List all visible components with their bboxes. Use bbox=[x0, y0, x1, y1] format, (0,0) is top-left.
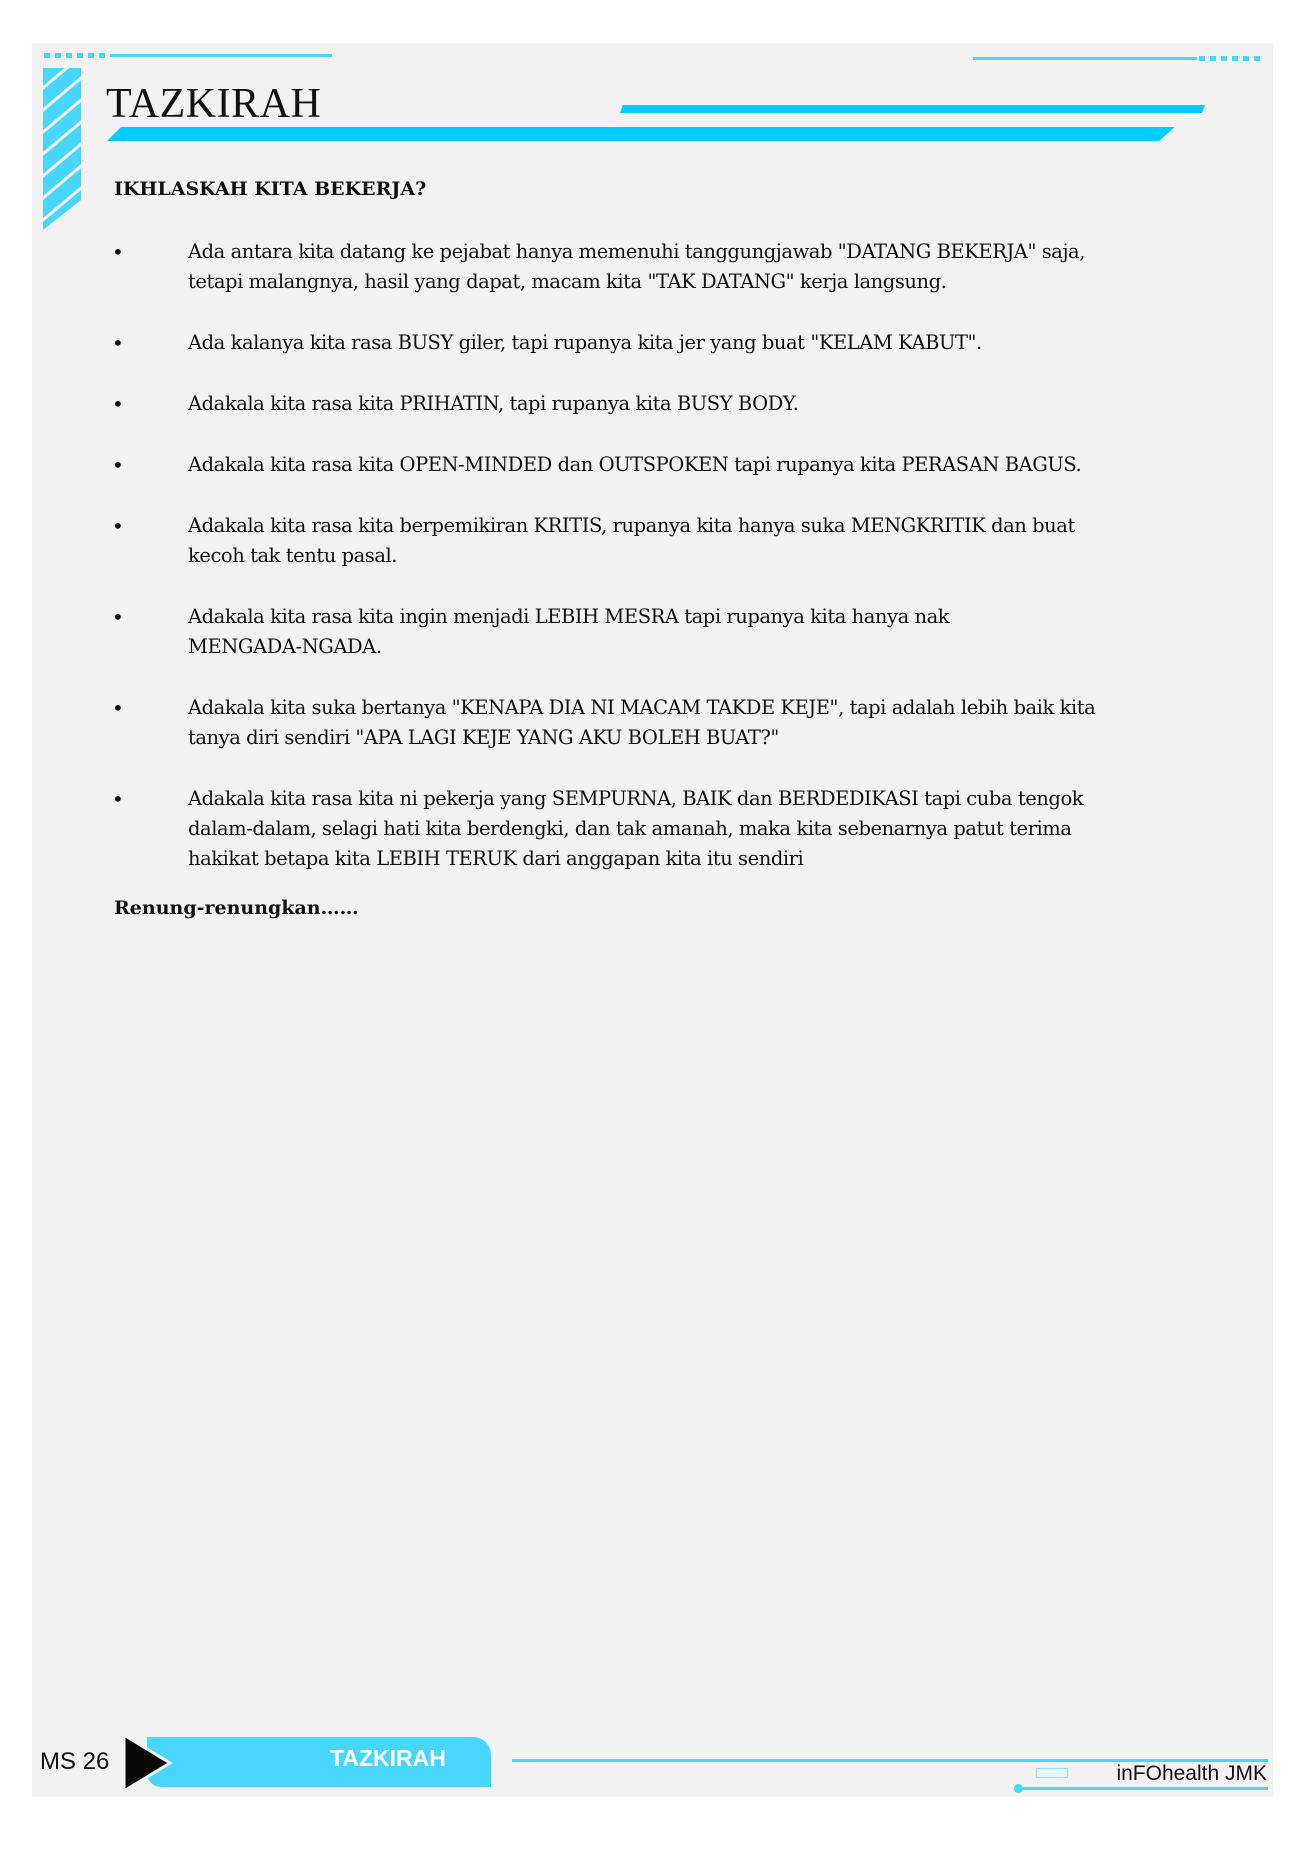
play-arrow-icon bbox=[122, 1733, 174, 1793]
footer-small-box bbox=[1036, 1768, 1068, 1778]
bullet-icon: • bbox=[112, 453, 124, 477]
bullet-text-line: kecoh tak tentu pasal. bbox=[188, 544, 398, 567]
footer-dot bbox=[1014, 1784, 1023, 1793]
bullet-text-line: hakikat betapa kita LEBIH TERUK dari anggapan kita itu sendiri bbox=[188, 847, 804, 870]
bullet-text-line: Ada kalanya kita rasa BUSY giler, tapi rupanya kita jer yang buat "KELAM KABUT". bbox=[188, 331, 982, 354]
bullet-text-line: Adakala kita rasa kita ingin menjadi LEBIH MESRA tapi rupanya kita hanya nak bbox=[188, 605, 950, 628]
bullet-text-line: Adakala kita rasa kita ni pekerja yang SEMPURNA, BAIK dan BERDEDIKASI tapi cuba tengok bbox=[188, 787, 1084, 810]
bullet-text-line: Adakala kita rasa kita berpemikiran KRITIS, rupanya kita hanya suka MENGKRITIK dan buat bbox=[188, 514, 1075, 537]
bullet-icon: • bbox=[112, 240, 124, 264]
bullet-icon: • bbox=[112, 331, 124, 355]
bullet-text-line: tetapi malangnya, hasil yang dapat, macam kita "TAK DATANG" kerja langsung. bbox=[188, 270, 947, 293]
top-left-dotted-line bbox=[44, 53, 105, 58]
bullet-icon: • bbox=[112, 514, 124, 538]
top-right-rule bbox=[973, 57, 1197, 60]
article-heading: IKHLASKAH KITA BEKERJA? bbox=[114, 178, 427, 200]
upper-accent-bar bbox=[620, 105, 1205, 115]
bullet-text-line: tanya diri sendiri "APA LAGI KEJE YANG AKU BOLEH BUAT?" bbox=[188, 726, 779, 749]
bullet-text-line: Adakala kita suka bertanya "KENAPA DIA NI MACAM TAKDE KEJE", tapi adalah lebih baik kita bbox=[188, 696, 1096, 719]
striped-side-bar bbox=[43, 68, 81, 230]
bullet-icon: • bbox=[112, 696, 124, 720]
bullet-text-line: dalam-dalam, selagi hati kita berdengki, dan tak amanah, maka kita sebenarnya patut terima bbox=[188, 817, 1072, 840]
bullet-text-line: Adakala kita rasa kita OPEN-MINDED dan OUTSPOKEN tapi rupanya kita PERASAN BAGUS. bbox=[188, 453, 1082, 476]
top-right-dotted-line bbox=[1199, 56, 1260, 61]
page-number: MS 26 bbox=[40, 1748, 110, 1775]
title-underline-bar bbox=[107, 127, 1175, 141]
bullet-text-line: Ada antara kita datang ke pejabat hanya memenuhi tanggungjawab "DATANG BEKERJA" saja, bbox=[188, 240, 1085, 263]
bullet-text-line: Adakala kita rasa kita PRIHATIN, tapi rupanya kita BUSY BODY. bbox=[188, 392, 799, 415]
closing-text: Renung-renungkan…… bbox=[114, 897, 359, 919]
section-title: TAZKIRAH bbox=[106, 81, 322, 127]
top-left-rule bbox=[110, 54, 332, 57]
bullet-icon: • bbox=[112, 392, 124, 416]
bullet-text-line: MENGADA-NGADA. bbox=[188, 635, 382, 658]
bullet-icon: • bbox=[112, 605, 124, 629]
footer-bottom-rule bbox=[1019, 1787, 1268, 1790]
footer-section-label: TAZKIRAH bbox=[330, 1745, 446, 1771]
page bbox=[32, 43, 1273, 1797]
bullet-icon: • bbox=[112, 787, 124, 811]
publication-name: inFOhealth JMK bbox=[1116, 1762, 1267, 1785]
